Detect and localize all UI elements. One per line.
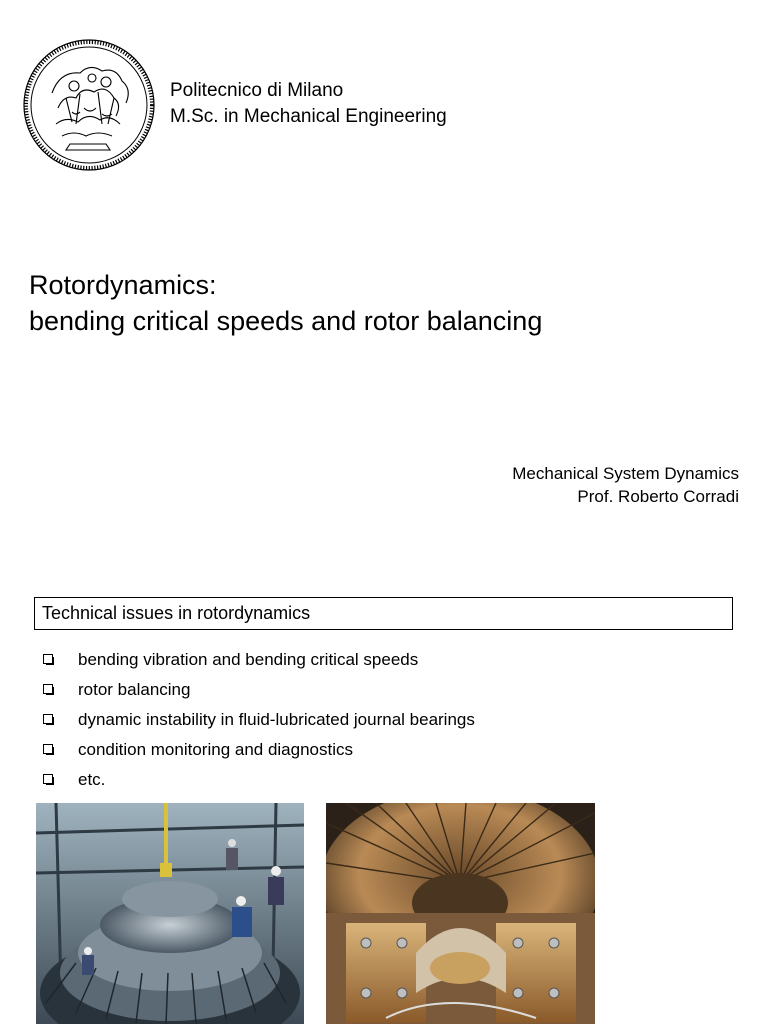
- professor-name: Prof. Roberto Corradi: [577, 487, 739, 506]
- program-name: M.Sc. in Mechanical Engineering: [170, 106, 447, 127]
- page-title: [29, 267, 542, 339]
- turbine-assembly-photo: [36, 803, 304, 1024]
- list-item: [43, 677, 475, 707]
- checkbox-icon: [43, 774, 53, 784]
- course-info: [512, 462, 739, 508]
- checkbox-icon: [43, 744, 53, 754]
- university-seal-icon: [22, 38, 156, 172]
- course-name: Mechanical System Dynamics: [512, 464, 739, 483]
- list-item-label: bending vibration and bending critical speeds: [78, 650, 419, 669]
- list-item-label: rotor balancing: [78, 680, 191, 699]
- list-item: [43, 707, 475, 737]
- list-item-label: etc.: [78, 770, 106, 789]
- checkbox-icon: [43, 654, 53, 664]
- title-line-1: Rotordynamics:: [29, 270, 217, 300]
- list-item: [43, 647, 475, 677]
- checkbox-icon: [43, 714, 53, 724]
- section-heading: Technical issues in rotordynamics: [34, 597, 733, 630]
- list-item-label: condition monitoring and diagnostics: [78, 740, 354, 759]
- checkbox-icon: [43, 684, 53, 694]
- institution-header: [170, 78, 447, 130]
- turbine-bearing-photo: [326, 803, 595, 1024]
- title-line-2: bending critical speeds and rotor balancing: [29, 306, 543, 336]
- list-item-label: dynamic instability in fluid-lubricated journal bearings: [78, 710, 475, 729]
- list-item: [43, 767, 475, 797]
- institution-name: Politecnico di Milano: [170, 80, 344, 101]
- issues-list: [43, 647, 475, 797]
- list-item: [43, 737, 475, 767]
